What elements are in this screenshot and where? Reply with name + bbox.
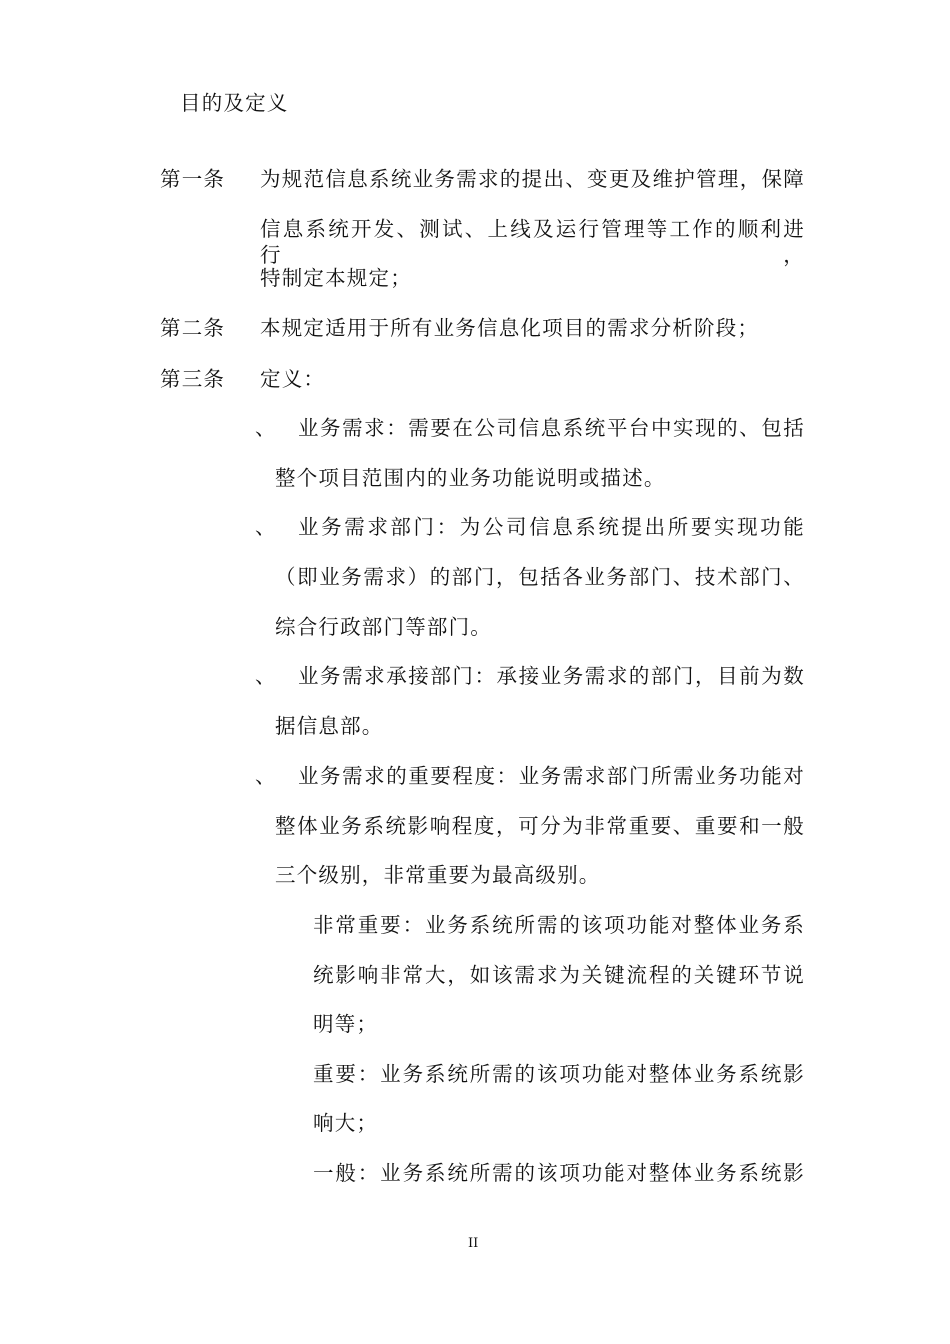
list-bullet: 、: [255, 664, 277, 688]
article-text-line: 为规范信息系统业务需求的提出、变更及维护管理，保障: [260, 167, 805, 191]
level-text-line: 非常重要：业务系统所需的该项功能对整体业务系: [313, 913, 805, 937]
definition-text-line: 综合行政部门等部门。: [275, 615, 492, 639]
list-bullet: 、: [255, 416, 277, 440]
page-number: II: [468, 1236, 479, 1251]
list-bullet: 、: [255, 764, 277, 788]
level-text-line: 一般：业务系统所需的该项功能对整体业务系统影: [313, 1161, 805, 1185]
section-heading: 目的及定义: [180, 91, 289, 115]
article-label: 第三条: [160, 367, 226, 391]
level-text-line: 统影响非常大，如该需求为关键流程的关键环节说: [313, 963, 805, 987]
article-text-line: 本规定适用于所有业务信息化项目的需求分析阶段；: [260, 316, 760, 340]
article-label: 第二条: [160, 316, 226, 340]
level-text-line: 重要：业务系统所需的该项功能对整体业务系统影: [313, 1062, 805, 1086]
definition-text-line: （即业务需求）的部门，包括各业务部门、技术部门、: [275, 565, 805, 589]
article-label: 第一条: [160, 167, 226, 191]
article-text-line: 定义：: [260, 367, 326, 391]
article-text-line: 信息系统开发、测试、上线及运行管理等工作的顺利进行，: [260, 217, 805, 267]
article-text-line: 特制定本规定；: [260, 266, 412, 290]
definition-text-line: 业务需求：需要在公司信息系统平台中实现的、包括: [298, 416, 805, 440]
definition-text-line: 业务需求的重要程度：业务需求部门所需业务功能对: [298, 764, 805, 788]
level-text-line: 响大；: [313, 1111, 379, 1135]
list-bullet: 、: [255, 515, 277, 539]
definition-text-line: 三个级别，非常重要为最高级别。: [275, 863, 601, 887]
definition-text-line: 业务需求承接部门：承接业务需求的部门，目前为数: [298, 664, 805, 688]
definition-text-line: 据信息部。: [275, 714, 384, 738]
definition-text-line: 整体业务系统影响程度，可分为非常重要、重要和一般: [275, 814, 805, 838]
definition-text-line: 整个项目范围内的业务功能说明或描述。: [275, 466, 666, 490]
definition-text-line: 业务需求部门：为公司信息系统提出所要实现功能: [298, 515, 805, 539]
level-text-line: 明等；: [313, 1012, 379, 1036]
